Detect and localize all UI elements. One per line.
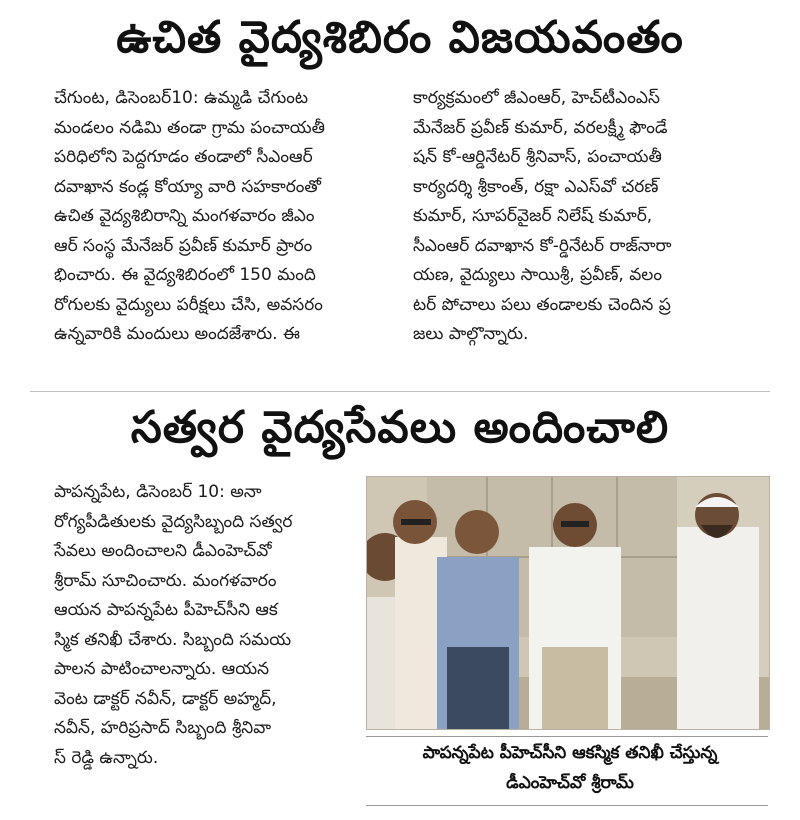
- section-divider: [30, 391, 770, 392]
- caption-bottom-rule: [366, 805, 768, 806]
- photo-caption-line1: పాపన్నపేట పీహెచ్‌సీని ఆకస్మిక తనిఖీ చేస్తున్న: [422, 743, 718, 763]
- article1-column-right: కార్యక్రమంలో జీఎంఆర్‌, హెచ్‌టీఎంఎస్‌ మేనేజర్‌ ప్రవీణ్‌ కుమార్‌, వరలక్ష్మీ ఫౌండే షన్‌ కో-ఆర్డినేటర్‌ శ్రీనివాస్‌, పంచాయతీ కార్యదర్శి శ్రీకాంత్‌, రక్షా ఎఎస్‌వో చరణ్‌ కుమార్‌, సూపర్‌వైజర్‌ నిలేష్‌ కుమార్‌, సీఎంఆర్‌ దవాఖాన కో-ర్డినేటర్‌ రాజ్‌నారా యణ, వైద్యులు సాయిశ్రీ, ప్రవీణ్‌, వలం టర్‌ పోచాలు పలు తండాలకు చెందిన ప్ర జలు పాల్గొన్నారు.: [413, 88, 672, 344]
- article2-body: పాపన్నపేట, డిసెంబర్‌ 10: అనా రోగ్యపీడితులకు వైద్యసిబ్బంది సత్వర సేవలు అందించాలని డీఎంహెచ్‌వో శ్రీరామ్‌ సూచించారు. మంగళవారం ఆయన పాపన్నపేట పీహెచ్‌సీని ఆక స్మిక తనిఖీ చేశారు. సిబ్బంది సమయ పాలన పాటించాలన్నారు. ఆయన వెంట డాక్టర్‌ నవీన్‌, డాక్టర్‌ అహ్మద్‌, నవీన్‌, హరిప్రసాద్‌ సిబ్బంది శ్రీనివా స్‌ రెడ్డి ఉన్నారు.: [54, 482, 293, 768]
- article1-column-left: చేగుంట, డిసెంబర్‌10: ఉమ్మడి చేగుంట మండలం నడిమి తండా గ్రామ పంచాయతీ పరిధిలోని పెద్దగూడం తండాలో సీఎంఆర్‌ దవాఖాన కండ్ల కోయ్యా వారి సహకారంతో ఉచిత వైద్యశిబిరాన్ని మంగళవారం జీఎం ఆర్‌ సంస్థ మేనేజర్‌ ప్రవీణ్‌ కుమార్‌ ప్రారం భించారు. ఈ వైద్యశిబిరంలో 150 మంది రోగులకు వైద్యులు పరీక్షలు చేసి, అవసరం ఉన్నవారికి మందులు అందజేశారు. ఈ: [54, 88, 325, 344]
- photo-caption-line2: డీఎంహెచ్‌వో శ్రీరామ్‌: [506, 773, 634, 793]
- article1-headline: ఉచిత వైద్యశిబిరం విజయవంతం: [116, 12, 684, 63]
- news-photo: [366, 476, 770, 730]
- caption-top-rule: [366, 736, 768, 737]
- article2-headline: సత్వర వైద్యసేవలు అందించాలి: [130, 402, 670, 453]
- photo-caption: [380, 738, 760, 798]
